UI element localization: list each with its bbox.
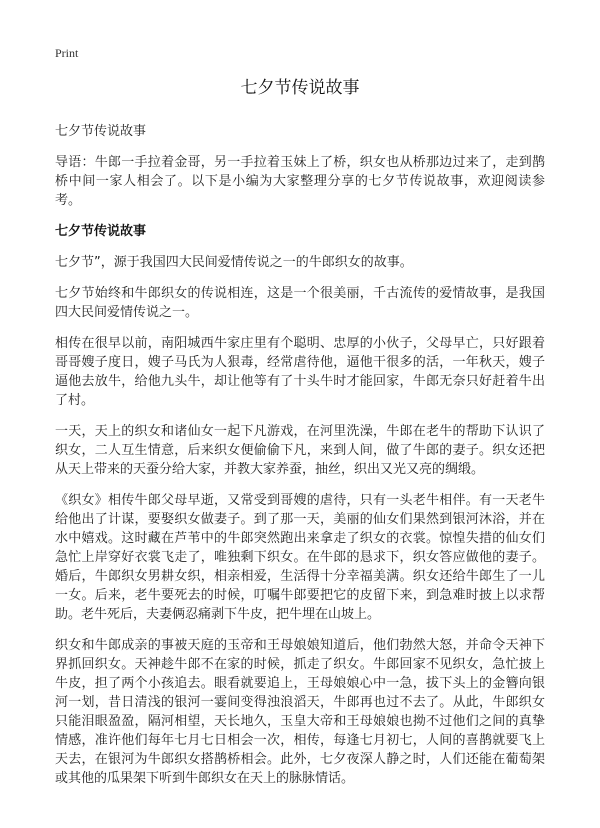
body-paragraph-1: 七夕节”，源于我国四大民间爱情传说之一的牛郎织女的故事。 — [55, 255, 413, 270]
page-title: 七夕节传说故事 — [240, 78, 360, 98]
section-heading: 七夕节传说故事 — [55, 224, 147, 239]
intro-paragraph: 导语：牛郎一手拉着金哥，另一手拉着玉妹上了桥，织女也从桥那边过来了，走到鹊桥中间一家人相会了。以下是小编为大家整理分享的七夕节传说故事，欢迎阅读参考。 — [55, 155, 545, 208]
print-link[interactable]: Print — [55, 46, 79, 60]
body-paragraph-4: 一天，天上的织女和诸仙女一起下凡游戏，在河里洗澡，牛郎在老牛的帮助下认识了织女，二人互生情意，后来织女便偷偷下凡，来到人间，做了牛郎的妻子。织女还把从天上带来的天蚕分给大家，并教大家养蚕，抽丝，织出又光又亮的绸缎。 — [55, 424, 545, 477]
article — [55, 76, 545, 800]
body-paragraph-3: 相传在很早以前，南阳城西牛家庄里有个聪明、忠厚的小伙子，父母早亡，只好跟着哥哥嫂子度日，嫂子马氏为人狠毒，经常虐待他，逼他干很多的活，一年秋天，嫂子逼他去放牛，给他九头牛，却让他等有了十头牛时才能回家，牛郎无奈只好赶着牛出了村。 — [55, 336, 545, 408]
body-paragraph-2: 七夕节始终和牛郎织女的传说相连，这是一个很美丽，千古流传的爱情故事，是我国四大民间爱情传说之一。 — [55, 286, 545, 320]
body-paragraph-5: 《织女》相传牛郎父母早逝，又常受到哥嫂的虐待，只有一头老牛相伴。有一天老牛给他出了计谋，要娶织女做妻子。到了那一天，美丽的仙女们果然到银河沐浴，并在水中嬉戏。这时藏在芦苇中的牛郎突然跑出来拿走了织女的衣裳。惊惶失措的仙女们急忙上岸穿好衣裳飞走了，唯独剩下织女。在牛郎的恳求下，织女答应做他的妻子。婚后，牛郎织女男耕女织，相亲相爱，生活得十分幸福美满。织女还给牛郎生了一儿一女。后来，老牛要死去的时候，叮嘱牛郎要把它的皮留下来，到急难时披上以求帮助。老牛死后，夫妻俩忍痛剥下牛皮，把牛埋在山坡上。 — [55, 493, 545, 622]
body-paragraph-6: 织女和牛郎成亲的事被天庭的玉帝和王母娘娘知道后，他们勃然大怒，并命令天神下界抓回织女。天神趁牛郎不在家的时候，抓走了织女。牛郎回家不见织女，急忙披上牛皮，担了两个小孩追去。眼看就要追上，王母娘娘心中一急，拔下头上的金簪向银河一划，昔日清浅的银河一霎间变得浊浪滔天，牛郎再也过不去了。从此，牛郎织女只能泪眼盈盈，隔河相望，天长地久，玉皇大帝和王母娘娘也拗不过他们之间的真挚情感，准许他们每年七月七日相会一次，相传，每逢七月初七，人间的喜鹊就要飞上天去，在银河为牛郎织女搭鹊桥相会。此外，七夕夜深人静之时，人们还能在葡萄架或其他的瓜果架下听到牛郎织女在天上的脉脉情话。 — [55, 638, 545, 786]
article-subtitle: 七夕节传说故事 — [55, 124, 147, 139]
